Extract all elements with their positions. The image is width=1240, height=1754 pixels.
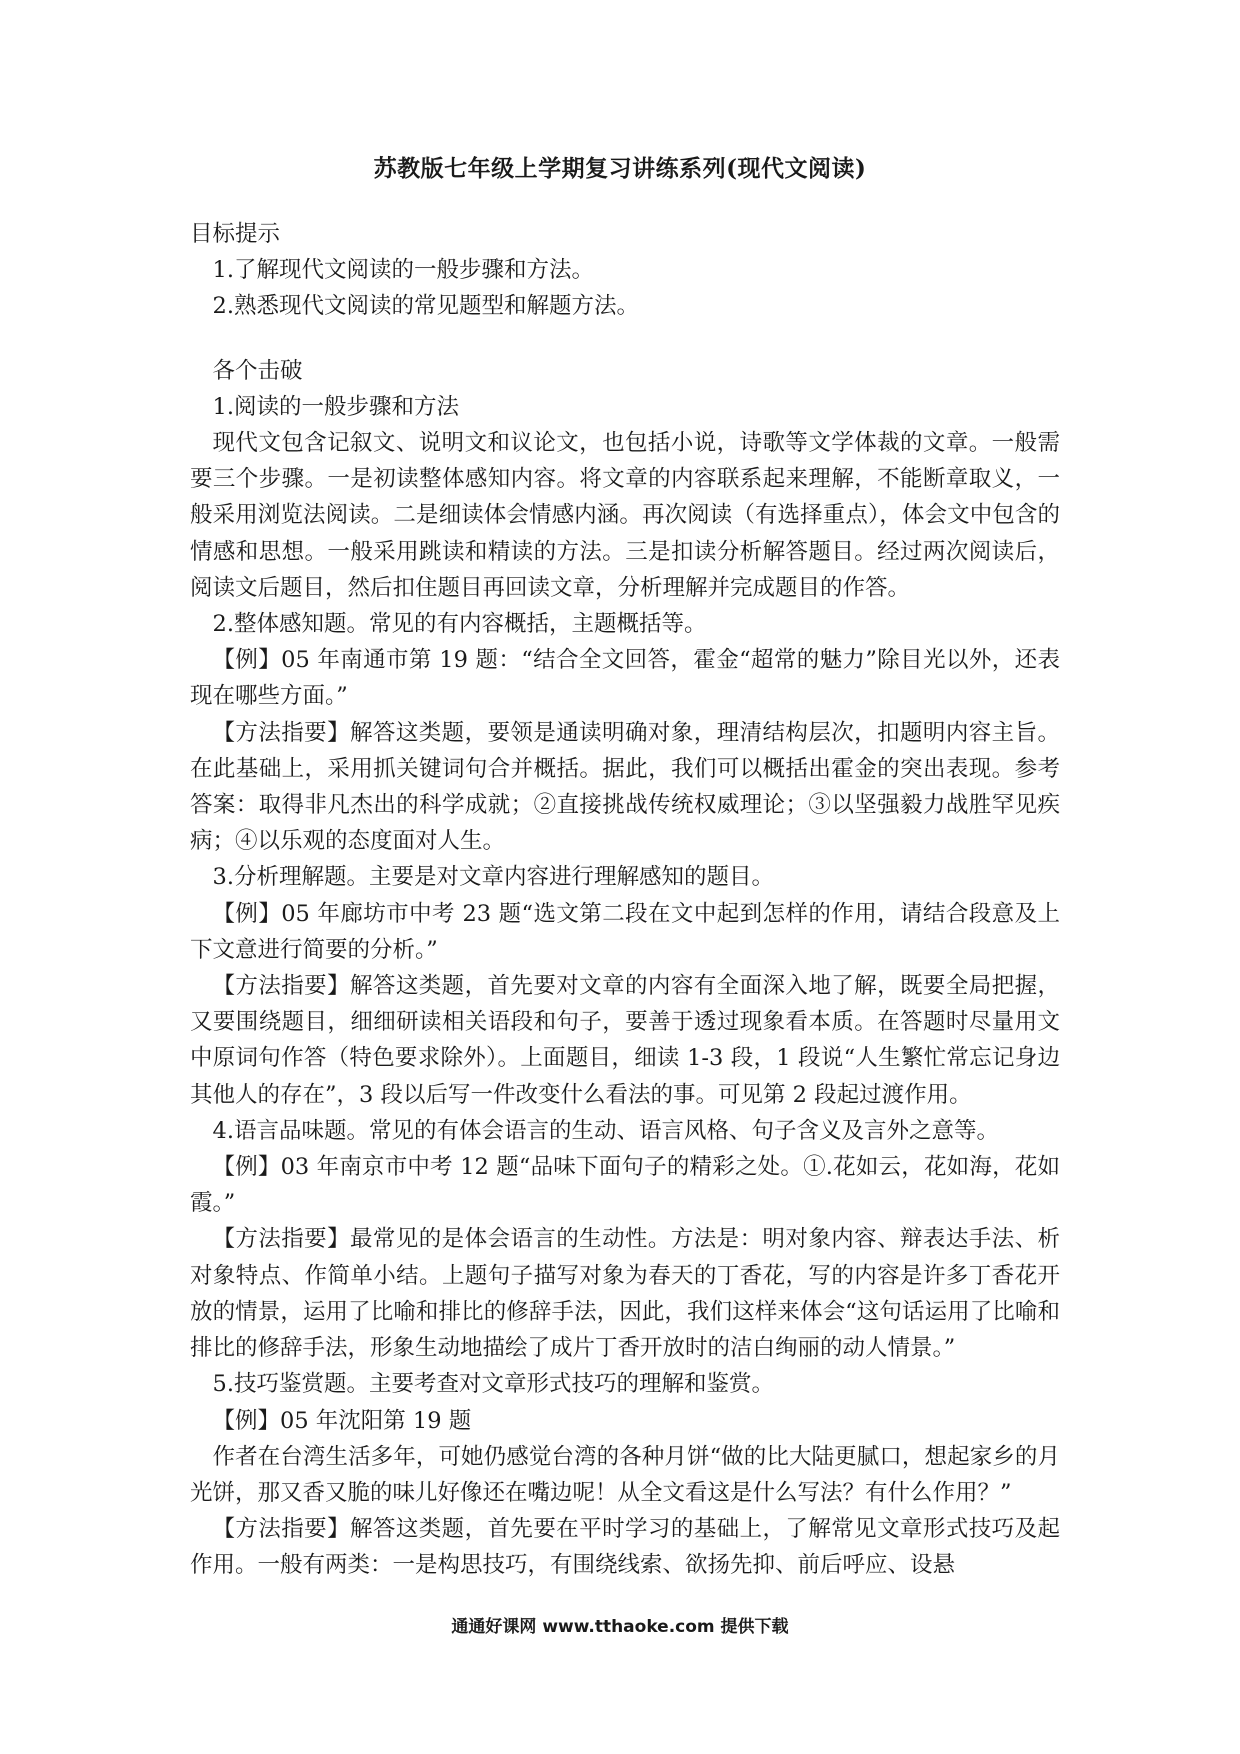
page-footer: 通通好课网 www.tthaoke.com 提供下载	[451, 1617, 789, 1637]
document-body	[190, 216, 1060, 1584]
example-paragraph: 【例】05 年廊坊市中考 23 题“选文第二段在文中起到怎样的作用，请结合段意及上下文意进行简要的分析。”	[190, 900, 1060, 963]
example-paragraph: 【例】05 年沈阳第 19 题	[212, 1407, 472, 1434]
subsection-heading-3: 3.分析理解题。主要是对文章内容进行理解感知的题目。	[212, 864, 774, 891]
method-paragraph: 【方法指要】解答这类题，首先要对文章的内容有全面深入地了解，既要全局把握，又要围绕题目，细细研读相关语段和句子，要善于透过现象看本质。在答题时尽量用文中原词句作答（特色要求除外）。上面题目，细读 1-3 段，1 段说“人生繁忙常忘记身边其他人的存在”，3 段以后写一件改变什么看法的事。可见第 2 段起过渡作用。	[190, 973, 1060, 1108]
example-paragraph: 【例】05 年南通市第 19 题：“结合全文回答，霍金“超常的魅力”除目光以外，还表现在哪些方面。”	[190, 647, 1060, 710]
method-paragraph: 【方法指要】最常见的是体会语言的生动性。方法是：明对象内容、辩表达手法、析对象特点、作简单小结。上题句子描写对象为春天的丁香花，写的内容是许多丁香花开放的情景，运用了比喻和排比的修辞手法，因此，我们这样来体会“这句话运用了比喻和排比的修辞手法，形象生动地描绘了成片丁香开放时的洁白绚丽的动人情景。”	[190, 1226, 1060, 1362]
body-paragraph: 现代文包含记叙文、说明文和议论文，也包括小说，诗歌等文学体裁的文章。一般需要三个步骤。一是初读整体感知内容。将文章的内容联系起来理解，不能断章取义，一般采用浏览法阅读。二是细读体会情感内涵。再次阅读（有选择重点），体会文中包含的情感和思想。一般采用跳读和精读的方法。三是扣读分析解答题目。经过两次阅读后，阅读文后题目，然后扣住题目再回读文章，分析理解并完成题目的作答。	[190, 430, 1060, 601]
example-paragraph: 【例】03 年南京市中考 12 题“品味下面句子的精彩之处。①.花如云，花如海，花如霞。”	[190, 1154, 1060, 1217]
document-title: 苏教版七年级上学期复习讲练系列(现代文阅读)	[373, 155, 867, 182]
goal-item-1: 1.了解现代文阅读的一般步骤和方法。	[212, 257, 594, 284]
subsection-heading-2: 2.整体感知题。常见的有内容概括，主题概括等。	[212, 611, 707, 638]
section-heading-goals: 目标提示	[190, 221, 281, 247]
section-heading-breakdown: 各个击破	[212, 357, 303, 384]
subsection-heading-5: 5.技巧鉴赏题。主要考查对文章形式技巧的理解和鉴赏。	[212, 1371, 774, 1398]
body-paragraph: 作者在台湾生活多年，可她仍感觉台湾的各种月饼“做的比大陆更腻口，想起家乡的月光饼，那又香又脆的味儿好像还在嘴边呢！从全文看这是什么写法？有什么作用？”	[190, 1443, 1060, 1506]
subsection-heading-4: 4.语言品味题。常见的有体会语言的生动、语言风格、句子含义及言外之意等。	[212, 1117, 999, 1144]
method-paragraph: 【方法指要】解答这类题，要领是通读明确对象，理清结构层次，扣题明内容主旨。在此基础上，采用抓关键词句合并概括。据此，我们可以概括出霍金的突出表现。参考答案：取得非凡杰出的科学成就；②直接挑战传统权威理论；③以坚强毅力战胜罕见疾病；④以乐观的态度面对人生。	[190, 719, 1060, 855]
subsection-heading-1: 1.阅读的一般步骤和方法	[212, 393, 459, 420]
goal-item-2: 2.熟悉现代文阅读的常见题型和解题方法。	[212, 293, 639, 320]
method-paragraph: 【方法指要】解答这类题，首先要在平时学习的基础上，了解常见文章形式技巧及起作用。一般有两类：一是构思技巧，有围绕线索、欲扬先抑、前后呼应、设悬	[190, 1516, 1060, 1579]
